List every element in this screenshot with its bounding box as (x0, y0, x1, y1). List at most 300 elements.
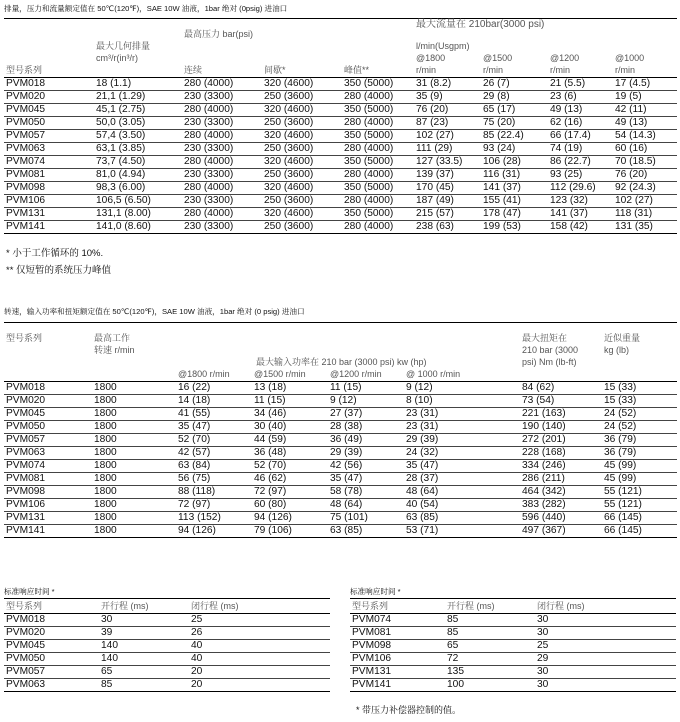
value-cell: 42 (11) (613, 104, 677, 117)
value-cell: 85 (445, 614, 535, 627)
value-cell: 383 (282) (520, 499, 602, 512)
value-cell: 79 (106) (252, 525, 328, 538)
power-1200: @1200 r/min (328, 369, 404, 382)
value-cell: 93 (24) (481, 143, 548, 156)
value-cell: 81,0 (4.94) (94, 169, 182, 182)
table-row (4, 525, 677, 538)
value-cell: 30 (535, 627, 676, 640)
model-cell: PVM131 (350, 666, 445, 679)
rmin-1000: r/min (613, 65, 677, 78)
model-cell: PVM141 (4, 221, 94, 234)
value-cell: 100 (445, 679, 535, 692)
value-cell: 29 (8) (481, 91, 548, 104)
table-row (4, 169, 677, 182)
rmin-1200: r/min (548, 65, 613, 78)
inter-header: 间歇* (262, 65, 342, 78)
weight-header: 近似重量 (602, 323, 677, 346)
value-cell: 106,5 (6.50) (94, 195, 182, 208)
value-cell: 52 (70) (252, 460, 328, 473)
value-cell: 1800 (92, 473, 176, 486)
table4-footnote: * 带压力补偿器控制的值。 (356, 705, 462, 715)
value-cell: 25 (535, 640, 676, 653)
value-cell: 49 (13) (613, 117, 677, 130)
value-cell: 155 (41) (481, 195, 548, 208)
table-row (4, 156, 677, 169)
value-cell: 131,1 (8.00) (94, 208, 182, 221)
model-cell: PVM045 (4, 104, 94, 117)
value-cell: 72 (97) (252, 486, 328, 499)
value-cell: 62 (16) (548, 117, 613, 130)
value-cell: 102 (27) (414, 130, 481, 143)
value-cell: 1800 (92, 525, 176, 538)
flow-1000: @1000 (615, 53, 645, 63)
value-cell: 84 (62) (520, 382, 602, 395)
value-cell: 55 (121) (602, 486, 677, 499)
value-cell: 66 (145) (602, 512, 677, 525)
value-cell: 35 (9) (414, 91, 481, 104)
value-cell: 54 (14.3) (613, 130, 677, 143)
value-cell: 75 (20) (481, 117, 548, 130)
value-cell: 158 (42) (548, 221, 613, 234)
torque-header-2: 210 bar (3000 (522, 345, 579, 355)
table2-note: 转速，输入功率和扭矩额定值在 50℃(120℉)，SAE 10W 油液，1bar 绝对 (0 psig) 进油口 (4, 307, 305, 316)
value-cell: 230 (3300) (182, 169, 262, 182)
value-cell: 75 (101) (328, 512, 404, 525)
model-cell: PVM081 (350, 627, 445, 640)
value-cell: 65 (99, 666, 189, 679)
table1-footnote-2: ** 仅短暂的系统压力峰值 (6, 265, 112, 276)
value-cell: 85 (22.4) (481, 130, 548, 143)
model-cell: PVM106 (4, 195, 94, 208)
value-cell: 46 (62) (252, 473, 328, 486)
value-cell: 23 (31) (404, 421, 520, 434)
value-cell: 87 (23) (414, 117, 481, 130)
value-cell: 36 (49) (328, 434, 404, 447)
model-cell: PVM050 (4, 421, 92, 434)
value-cell: 42 (56) (328, 460, 404, 473)
flow-1500: @1500 (483, 53, 513, 63)
value-cell: 85 (99, 679, 189, 692)
table1-footnote-1: * 小于工作循环的 10%. (6, 248, 104, 259)
model-cell: PVM081 (4, 169, 94, 182)
value-cell: 35 (47) (404, 460, 520, 473)
value-cell: 141,0 (8.60) (94, 221, 182, 234)
value-cell: 24 (32) (404, 447, 520, 460)
value-cell: 29 (39) (328, 447, 404, 460)
table-row (350, 653, 676, 666)
value-cell: 35 (47) (176, 421, 252, 434)
model-cell: PVM074 (4, 156, 94, 169)
value-cell: 36 (79) (602, 447, 677, 460)
value-cell: 25 (189, 614, 330, 627)
value-cell: 30 (99, 614, 189, 627)
table-row (4, 408, 677, 421)
model-cell: PVM141 (350, 679, 445, 692)
value-cell: 280 (4000) (342, 221, 414, 234)
table-row (350, 666, 676, 679)
value-cell: 1800 (92, 512, 176, 525)
value-cell: 76 (20) (414, 104, 481, 117)
value-cell: 31 (8.2) (414, 78, 481, 91)
value-cell: 140 (99, 653, 189, 666)
value-cell: 40 (189, 653, 330, 666)
value-cell: 41 (55) (176, 408, 252, 421)
value-cell: 57,4 (3.50) (94, 130, 182, 143)
rmin-1800: r/min (414, 65, 481, 78)
value-cell: 23 (6) (548, 91, 613, 104)
table-row (4, 460, 677, 473)
t2-model-header: 型号系列 (4, 323, 92, 346)
rmin-1500: r/min (481, 65, 548, 78)
value-cell: 320 (4600) (262, 104, 342, 117)
model-cell: PVM063 (4, 447, 92, 460)
value-cell: 24 (52) (602, 421, 677, 434)
model-cell: PVM098 (350, 640, 445, 653)
table4 (350, 598, 676, 692)
model-cell: PVM106 (350, 653, 445, 666)
value-cell: 131 (35) (613, 221, 677, 234)
table-row (4, 395, 677, 408)
table2-body (4, 382, 677, 538)
value-cell: 250 (3600) (262, 169, 342, 182)
value-cell: 48 (64) (328, 499, 404, 512)
value-cell: 464 (342) (520, 486, 602, 499)
value-cell: 48 (64) (404, 486, 520, 499)
table-row (4, 182, 677, 195)
power-1000: @ 1000 r/min (404, 369, 520, 382)
table2 (4, 322, 677, 538)
table-row (4, 130, 677, 143)
table3-body (4, 614, 330, 692)
value-cell: 18 (1.1) (94, 78, 182, 91)
table-row (4, 499, 677, 512)
value-cell: 280 (4000) (182, 182, 262, 195)
value-cell: 497 (367) (520, 525, 602, 538)
value-cell: 350 (5000) (342, 156, 414, 169)
table-row (4, 117, 677, 130)
value-cell: 250 (3600) (262, 117, 342, 130)
value-cell: 55 (121) (602, 499, 677, 512)
table-row (4, 486, 677, 499)
value-cell: 94 (126) (252, 512, 328, 525)
model-cell: PVM131 (4, 512, 92, 525)
t4-open-header: 开行程 (ms) (445, 599, 535, 614)
value-cell: 24 (52) (602, 408, 677, 421)
value-cell: 320 (4600) (262, 182, 342, 195)
value-cell: 76 (20) (613, 169, 677, 182)
value-cell: 26 (7) (481, 78, 548, 91)
value-cell: 45,1 (2.75) (94, 104, 182, 117)
value-cell: 35 (47) (328, 473, 404, 486)
value-cell: 72 (445, 653, 535, 666)
power-1500: @1500 r/min (252, 369, 328, 382)
model-cell: PVM131 (4, 208, 94, 221)
model-cell: PVM098 (4, 486, 92, 499)
model-header: 型号系列 (4, 65, 94, 78)
pressure-header: 最高压力 bar(psi) (182, 19, 414, 42)
model-cell: PVM018 (4, 382, 92, 395)
table-row (4, 614, 330, 627)
table-row (4, 221, 677, 234)
t3-open-header: 开行程 (ms) (99, 599, 189, 614)
value-cell: 39 (99, 627, 189, 640)
speed-header: 最高工作 (92, 323, 176, 346)
value-cell: 40 (189, 640, 330, 653)
value-cell: 350 (5000) (342, 78, 414, 91)
table-row (4, 434, 677, 447)
value-cell: 29 (39) (404, 434, 520, 447)
value-cell: 63 (85) (404, 512, 520, 525)
value-cell: 199 (53) (481, 221, 548, 234)
value-cell: 280 (4000) (342, 195, 414, 208)
value-cell: 9 (12) (404, 382, 520, 395)
value-cell: 72 (97) (176, 499, 252, 512)
table-row (350, 627, 676, 640)
value-cell: 63,1 (3.85) (94, 143, 182, 156)
value-cell: 74 (19) (548, 143, 613, 156)
value-cell: 280 (4000) (182, 156, 262, 169)
value-cell: 113 (152) (176, 512, 252, 525)
value-cell: 45 (99) (602, 460, 677, 473)
table-row (4, 382, 677, 395)
model-cell: PVM020 (4, 395, 92, 408)
value-cell: 1800 (92, 434, 176, 447)
model-cell: PVM063 (4, 143, 94, 156)
table-row (4, 143, 677, 156)
table-row (4, 653, 330, 666)
value-cell: 98,3 (6.00) (94, 182, 182, 195)
table-row (4, 421, 677, 434)
value-cell: 70 (18.5) (613, 156, 677, 169)
model-cell: PVM018 (4, 78, 94, 91)
value-cell: 86 (22.7) (548, 156, 613, 169)
value-cell: 23 (31) (404, 408, 520, 421)
value-cell: 11 (15) (328, 382, 404, 395)
value-cell: 45 (99) (602, 473, 677, 486)
value-cell: 230 (3300) (182, 221, 262, 234)
value-cell: 16 (22) (176, 382, 252, 395)
model-cell: PVM057 (4, 666, 99, 679)
model-cell: PVM050 (4, 653, 99, 666)
value-cell: 320 (4600) (262, 156, 342, 169)
value-cell: 44 (59) (252, 434, 328, 447)
value-cell: 187 (49) (414, 195, 481, 208)
value-cell: 1800 (92, 395, 176, 408)
peak-header: 峰值** (342, 65, 414, 78)
value-cell: 1800 (92, 421, 176, 434)
value-cell: 250 (3600) (262, 143, 342, 156)
value-cell: 350 (5000) (342, 130, 414, 143)
value-cell: 280 (4000) (182, 208, 262, 221)
table3 (4, 598, 330, 692)
value-cell: 88 (118) (176, 486, 252, 499)
value-cell: 280 (4000) (182, 78, 262, 91)
value-cell: 230 (3300) (182, 91, 262, 104)
value-cell: 65 (445, 640, 535, 653)
value-cell: 228 (168) (520, 447, 602, 460)
value-cell: 280 (4000) (182, 130, 262, 143)
table-row (4, 473, 677, 486)
table-row (4, 666, 330, 679)
value-cell: 94 (126) (176, 525, 252, 538)
value-cell: 36 (48) (252, 447, 328, 460)
value-cell: 63 (85) (328, 525, 404, 538)
value-cell: 1800 (92, 382, 176, 395)
model-cell: PVM045 (4, 640, 99, 653)
model-cell: PVM045 (4, 408, 92, 421)
value-cell: 286 (211) (520, 473, 602, 486)
value-cell: 1800 (92, 460, 176, 473)
value-cell: 30 (40) (252, 421, 328, 434)
flow-unit: l/min(Usgpm) (416, 41, 470, 51)
value-cell: 350 (5000) (342, 182, 414, 195)
value-cell: 1800 (92, 447, 176, 460)
value-cell: 320 (4600) (262, 130, 342, 143)
table4-body (350, 614, 676, 692)
value-cell: 19 (5) (613, 91, 677, 104)
model-cell: PVM106 (4, 499, 92, 512)
t3-model-header: 型号系列 (4, 599, 99, 614)
value-cell: 58 (78) (328, 486, 404, 499)
t4-model-header: 型号系列 (350, 599, 445, 614)
value-cell: 13 (18) (252, 382, 328, 395)
value-cell: 17 (4.5) (613, 78, 677, 91)
model-cell: PVM057 (4, 130, 94, 143)
value-cell: 27 (37) (328, 408, 404, 421)
value-cell: 1800 (92, 499, 176, 512)
value-cell: 135 (445, 666, 535, 679)
value-cell: 230 (3300) (182, 195, 262, 208)
value-cell: 250 (3600) (262, 195, 342, 208)
t3-close-header: 闭行程 (ms) (189, 599, 330, 614)
value-cell: 73,7 (4.50) (94, 156, 182, 169)
value-cell: 140 (99, 640, 189, 653)
value-cell: 178 (47) (481, 208, 548, 221)
model-cell: PVM020 (4, 91, 94, 104)
value-cell: 280 (4000) (182, 104, 262, 117)
value-cell: 272 (201) (520, 434, 602, 447)
value-cell: 60 (80) (252, 499, 328, 512)
table-row (4, 208, 677, 221)
value-cell: 350 (5000) (342, 104, 414, 117)
value-cell: 170 (45) (414, 182, 481, 195)
value-cell: 334 (246) (520, 460, 602, 473)
disp-unit: cm³/r(in³/r) (96, 53, 138, 63)
value-cell: 50,0 (3.05) (94, 117, 182, 130)
table-row (350, 614, 676, 627)
disp-header: 最大几何排量 (96, 41, 151, 51)
value-cell: 21 (5.5) (548, 78, 613, 91)
model-cell: PVM018 (4, 614, 99, 627)
value-cell: 28 (38) (328, 421, 404, 434)
value-cell: 280 (4000) (342, 169, 414, 182)
value-cell: 26 (189, 627, 330, 640)
value-cell: 52 (70) (176, 434, 252, 447)
value-cell: 85 (445, 627, 535, 640)
table-row (350, 679, 676, 692)
table-row (4, 640, 330, 653)
value-cell: 116 (31) (481, 169, 548, 182)
value-cell: 20 (189, 666, 330, 679)
value-cell: 1800 (92, 408, 176, 421)
value-cell: 66 (17.4) (548, 130, 613, 143)
table-row (4, 78, 677, 91)
value-cell: 350 (5000) (342, 208, 414, 221)
value-cell: 93 (25) (548, 169, 613, 182)
value-cell: 15 (33) (602, 395, 677, 408)
value-cell: 221 (163) (520, 408, 602, 421)
speed-unit: 转速 r/min (94, 345, 135, 355)
value-cell: 42 (57) (176, 447, 252, 460)
table1-note: 排量，压力和流量额定值在 50℃(120℉)，SAE 10W 油液，1bar 绝对 (0psig) 进油口 (4, 4, 288, 13)
value-cell: 141 (37) (481, 182, 548, 195)
value-cell: 111 (29) (414, 143, 481, 156)
table-row (4, 91, 677, 104)
value-cell: 112 (29.6) (548, 182, 613, 195)
torque-header-3: psi) Nm (lb-ft) (522, 357, 577, 367)
value-cell: 127 (33.5) (414, 156, 481, 169)
value-cell: 139 (37) (414, 169, 481, 182)
value-cell: 34 (46) (252, 408, 328, 421)
torque-header: 最大扭矩在 (520, 323, 602, 346)
value-cell: 8 (10) (404, 395, 520, 408)
value-cell: 20 (189, 679, 330, 692)
model-cell: PVM098 (4, 182, 94, 195)
value-cell: 280 (4000) (342, 117, 414, 130)
power-1800: @1800 r/min (176, 369, 252, 382)
table-row (4, 512, 677, 525)
flow-header: 最大流量在 210bar(3000 psi) (414, 19, 677, 42)
value-cell: 15 (33) (602, 382, 677, 395)
value-cell: 141 (37) (548, 208, 613, 221)
value-cell: 215 (57) (414, 208, 481, 221)
value-cell: 53 (71) (404, 525, 520, 538)
weight-unit: kg (lb) (604, 345, 630, 355)
table-row (4, 679, 330, 692)
value-cell: 30 (535, 679, 676, 692)
value-cell: 102 (27) (613, 195, 677, 208)
power-header: 最大输入功率在 210 bar (3000 psi) kw (hp) (256, 357, 427, 367)
value-cell: 250 (3600) (262, 91, 342, 104)
table4-note: 标准响应时间 * (350, 587, 401, 596)
value-cell: 250 (3600) (262, 221, 342, 234)
table-row (4, 447, 677, 460)
value-cell: 11 (15) (252, 395, 328, 408)
value-cell: 30 (535, 614, 676, 627)
model-cell: PVM074 (4, 460, 92, 473)
value-cell: 9 (12) (328, 395, 404, 408)
flow-1800: @1800 (416, 53, 446, 63)
cont-header: 连续 (182, 65, 262, 78)
value-cell: 14 (18) (176, 395, 252, 408)
table-row (4, 104, 677, 117)
value-cell: 123 (32) (548, 195, 613, 208)
value-cell: 320 (4600) (262, 78, 342, 91)
value-cell: 29 (535, 653, 676, 666)
value-cell: 230 (3300) (182, 117, 262, 130)
table3-note: 标准响应时间 * (4, 587, 55, 596)
t4-close-header: 闭行程 (ms) (535, 599, 676, 614)
model-cell: PVM141 (4, 525, 92, 538)
model-cell: PVM020 (4, 627, 99, 640)
value-cell: 63 (84) (176, 460, 252, 473)
model-cell: PVM050 (4, 117, 94, 130)
table1 (4, 18, 677, 234)
value-cell: 1800 (92, 486, 176, 499)
table1-body (4, 78, 677, 234)
value-cell: 60 (16) (613, 143, 677, 156)
model-cell: PVM081 (4, 473, 92, 486)
